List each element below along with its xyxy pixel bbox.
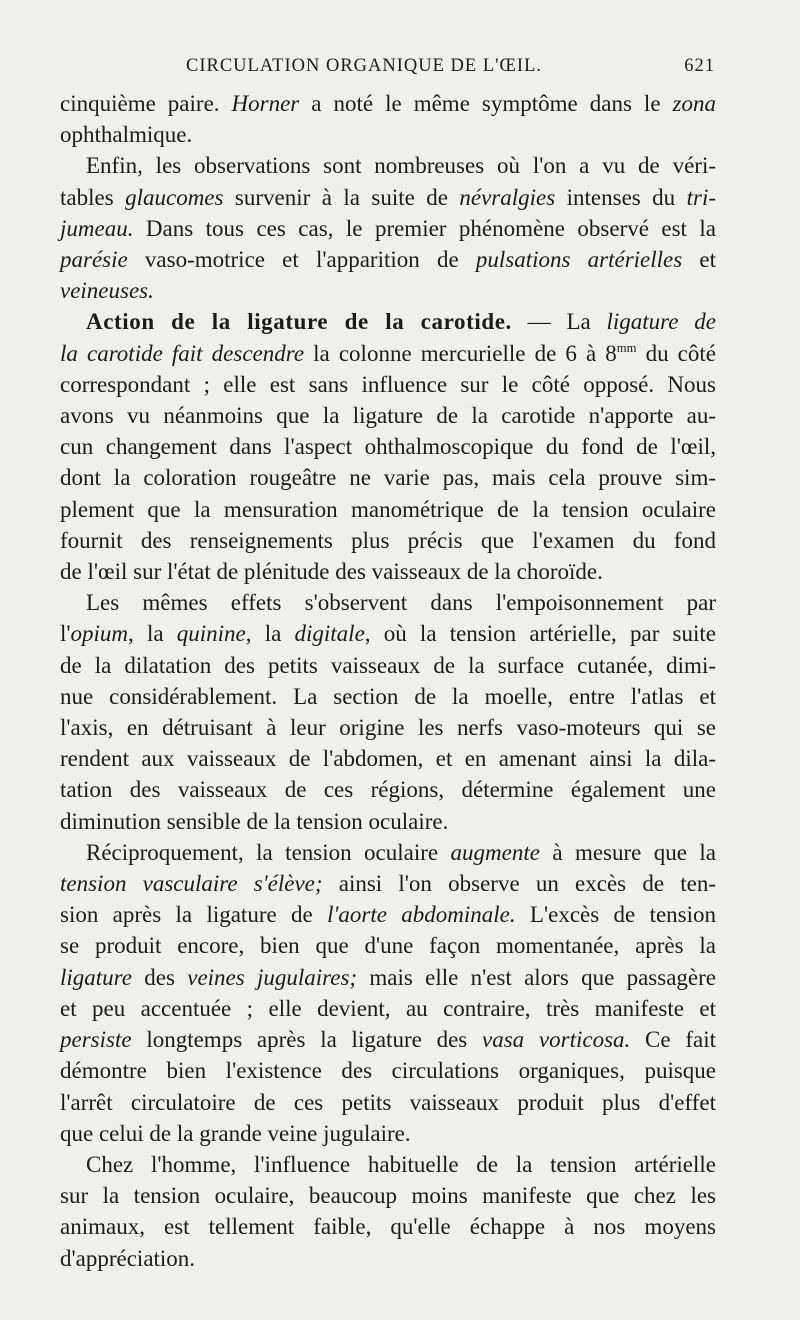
text-run: la colonne mercurielle de 6 à 8 xyxy=(304,340,617,366)
text-line xyxy=(60,462,716,493)
text-line xyxy=(60,993,716,1024)
text-line xyxy=(60,1118,716,1149)
text-run: à mesure que la xyxy=(539,839,716,865)
text-run: tables xyxy=(60,184,126,210)
text-run: , où la tension artérielle, par suite xyxy=(364,621,716,647)
text-line xyxy=(60,743,716,774)
text-run: ainsi l'on observe un excès de ten- xyxy=(322,871,716,897)
text-run: cinquième paire. xyxy=(60,91,232,116)
text-run: — La xyxy=(511,309,607,335)
text-run: rendent aux vaisseaux de l'abdomen, et en amenant ainsi la dila- xyxy=(60,746,716,772)
italic-text: veineuses. xyxy=(60,278,154,304)
page-header xyxy=(60,56,715,86)
text-run: intenses du xyxy=(555,184,687,210)
page-number: 621 xyxy=(684,56,715,76)
italic-text: pulsations artérielles xyxy=(475,247,683,273)
text-line xyxy=(60,618,716,649)
italic-text: augmente xyxy=(450,839,540,865)
italic-text: glaucomes xyxy=(125,184,224,210)
text-line xyxy=(60,837,716,868)
text-line xyxy=(60,930,716,961)
text-line xyxy=(60,1087,716,1118)
text-line xyxy=(60,213,716,244)
text-run: dont la coloration rougeâtre ne varie pas, mais cela prouve sim- xyxy=(60,465,716,491)
text-run: l' xyxy=(60,621,71,647)
text-run: de la dilatation des petits vaisseaux de la surface cutanée, dimi- xyxy=(60,652,716,678)
text-run: des xyxy=(131,964,188,990)
section-heading: Action de la ligature de la carotide. xyxy=(86,309,512,335)
italic-text: vasa vorticosa. xyxy=(482,1027,631,1053)
text-line xyxy=(60,182,716,213)
text-run: du côté xyxy=(636,340,716,366)
text-run: plement que la mensuration manométrique de la tension oculaire xyxy=(60,496,716,522)
text-line xyxy=(60,1243,716,1274)
text-run: de l'œil sur l'état de plénitude des vaisseaux de la choroïde. xyxy=(60,559,603,585)
text-line xyxy=(60,650,716,681)
text-line xyxy=(60,587,716,618)
text-line xyxy=(60,369,716,400)
text-line xyxy=(60,712,716,743)
italic-text: tri- xyxy=(686,184,716,210)
italic-text: ligature xyxy=(60,964,132,990)
text-run: l'arrêt circulatoire de ces petits vaisseaux produit plus d'effet xyxy=(60,1089,716,1115)
text-run: Ce fait xyxy=(630,1027,716,1053)
text-run: Chez l'homme, l'influence habituelle de la tension artérielle xyxy=(86,1151,716,1177)
text-line xyxy=(60,525,716,556)
text-line xyxy=(60,868,716,899)
text-run: avons vu néanmoins que la ligature de la carotide n'apporte au- xyxy=(60,403,716,429)
text-line xyxy=(60,306,716,337)
text-line xyxy=(60,774,716,805)
text-line xyxy=(60,119,716,150)
italic-text: névralgies xyxy=(459,184,556,210)
italic-text: quinine xyxy=(176,621,246,647)
italic-text: Horner xyxy=(231,91,300,116)
text-line xyxy=(60,244,716,275)
text-run: que celui de la grande veine jugulaire. xyxy=(60,1120,411,1146)
italic-text: jumeau. xyxy=(60,215,134,241)
text-run: fournit des renseignements plus précis que l'examen du fond xyxy=(60,527,716,553)
text-run: survenir à la suite de xyxy=(223,184,460,210)
italic-text: persiste xyxy=(60,1027,132,1053)
text-run: et peu accentuée ; elle devient, au contraire, très manifeste et xyxy=(60,995,716,1021)
text-run: sur la tension oculaire, beaucoup moins manifeste que chez les xyxy=(60,1183,716,1209)
text-run: Les mêmes effets s'observent dans l'empoisonnement par xyxy=(86,590,716,616)
text-run: a noté le même symptôme dans le xyxy=(299,91,673,116)
italic-text: la carotide fait descendre xyxy=(60,340,305,366)
text-line xyxy=(60,556,716,587)
text-line xyxy=(60,962,716,993)
text-run: Dans tous ces cas, le premier phénomène observé est la xyxy=(133,215,716,241)
text-run: longtemps après la ligature des xyxy=(131,1027,482,1053)
italic-text: digitale xyxy=(294,621,365,647)
italic-text: tension vasculaire s'élève; xyxy=(60,871,323,897)
text-run: vaso-motrice et l'apparition de xyxy=(127,247,476,273)
text-run: nue considérablement. La section de la moelle, entre l'atlas et xyxy=(60,683,716,709)
text-line xyxy=(60,899,716,930)
text-run: cun changement dans l'aspect ohthalmoscopique du fond de l'œil, xyxy=(60,434,716,460)
text-line xyxy=(60,1211,716,1242)
text-run: démontre bien l'existence des circulations organiques, puisque xyxy=(60,1058,716,1084)
text-run: mais elle n'est alors que passagère xyxy=(357,964,716,990)
text-line xyxy=(60,1180,716,1211)
text-line xyxy=(60,1149,716,1180)
italic-text: parésie xyxy=(60,247,128,273)
text-run: , la xyxy=(128,621,177,647)
text-line xyxy=(60,1024,716,1055)
text-run: , la xyxy=(245,621,295,647)
text-run: d'appréciation. xyxy=(60,1245,196,1271)
text-line xyxy=(60,150,716,181)
italic-text: zona xyxy=(672,91,716,116)
text-run: sion après la ligature de xyxy=(60,902,328,928)
text-line xyxy=(60,88,716,119)
text-line xyxy=(60,400,716,431)
body-text xyxy=(60,88,716,1274)
text-line xyxy=(60,275,716,306)
superscript-unit: mm xyxy=(616,340,637,355)
text-run: correspondant ; elle est sans influence sur le côté opposé. Nous xyxy=(60,371,716,397)
text-run: Enfin, les observations sont nombreuses où l'on a vu de véri- xyxy=(86,153,716,179)
italic-text: ligature de xyxy=(606,309,716,335)
text-line xyxy=(60,681,716,712)
text-line xyxy=(60,338,716,369)
italic-text: opium xyxy=(70,621,129,647)
text-line xyxy=(60,431,716,462)
text-run: tation des vaisseaux de ces régions, détermine également une xyxy=(60,777,716,803)
text-run: et xyxy=(682,247,716,273)
text-line xyxy=(60,494,716,525)
text-line xyxy=(60,806,716,837)
running-title: CIRCULATION ORGANIQUE DE L'ŒIL. xyxy=(186,56,542,76)
italic-text: veines jugulaires; xyxy=(187,964,358,990)
text-run: animaux, est tellement faible, qu'elle échappe à nos moyens xyxy=(60,1214,716,1240)
text-run: ophthalmique. xyxy=(60,122,193,148)
text-run: Réciproquement, la tension oculaire xyxy=(86,839,451,865)
italic-text: l'aorte abdominale. xyxy=(327,902,516,928)
text-run: diminution sensible de la tension oculaire. xyxy=(60,808,449,834)
text-run: se produit encore, bien que d'une façon momentanée, après la xyxy=(60,933,716,959)
text-line xyxy=(60,1055,716,1086)
text-run: L'excès de tension xyxy=(515,902,717,928)
text-run: l'axis, en détruisant à leur origine les nerfs vaso-moteurs qui se xyxy=(60,715,716,741)
